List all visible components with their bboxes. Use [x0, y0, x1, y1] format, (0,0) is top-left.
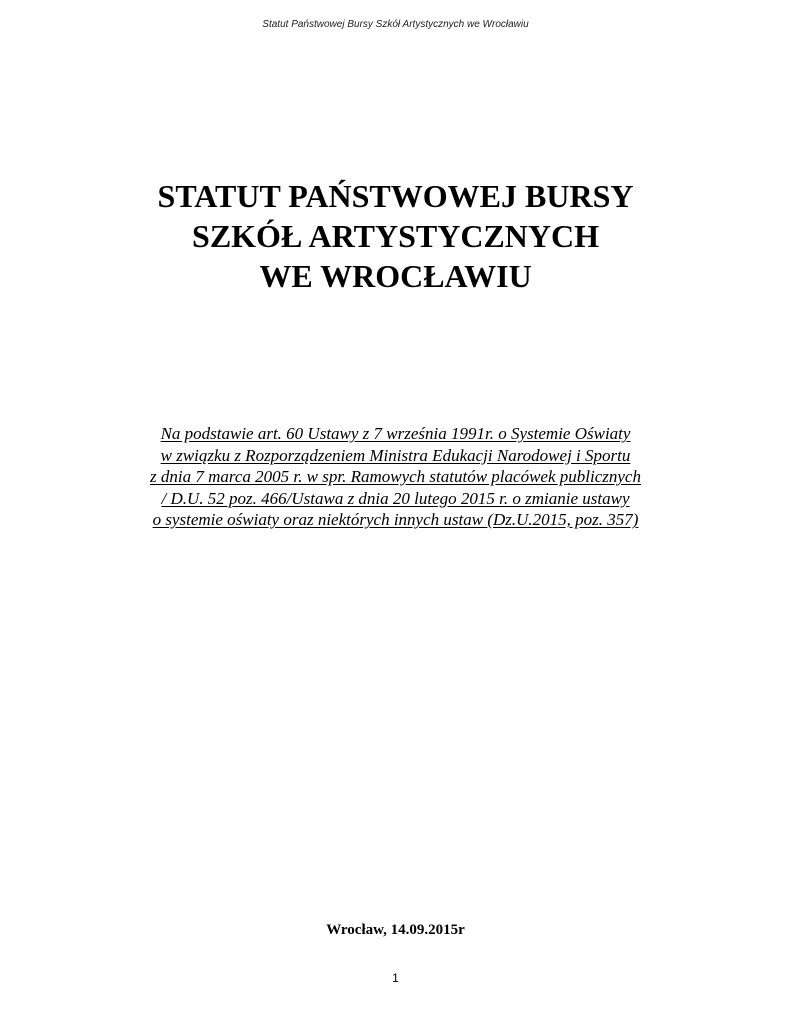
title-line: SZKÓŁ ARTYSTYCZNYCH [192, 218, 599, 254]
title-line: WE WROCŁAWIU [259, 258, 532, 294]
legal-basis-line: w związku z Rozporządzeniem Ministra Edukacji Narodowej i Sportu [160, 445, 631, 465]
legal-basis-line: / D.U. 52 poz. 466/Ustawa z dnia 20 lutego 2015 r. o zmianie ustawy [161, 488, 630, 508]
legal-basis-line: Na podstawie art. 60 Ustawy z 7 września 1991r. o Systemie Oświaty [160, 424, 631, 443]
legal-basis-line: z dnia 7 marca 2005 r. w spr. Ramowych statutów placówek publicznych [150, 467, 641, 486]
document-title [0, 176, 791, 296]
place-and-date: Wrocław, 14.09.2015r [326, 922, 465, 938]
page-number: 1 [392, 971, 399, 985]
legal-basis [0, 423, 791, 531]
running-header: Statut Państwowej Bursy Szkół Artystycznych we Wrocławiu [262, 19, 529, 30]
legal-basis-line: o systemie oświaty oraz niektórych innych ustaw (Dz.U.2015, poz. 357) [152, 510, 639, 529]
title-line: STATUT PAŃSTWOWEJ BURSY [157, 178, 634, 214]
